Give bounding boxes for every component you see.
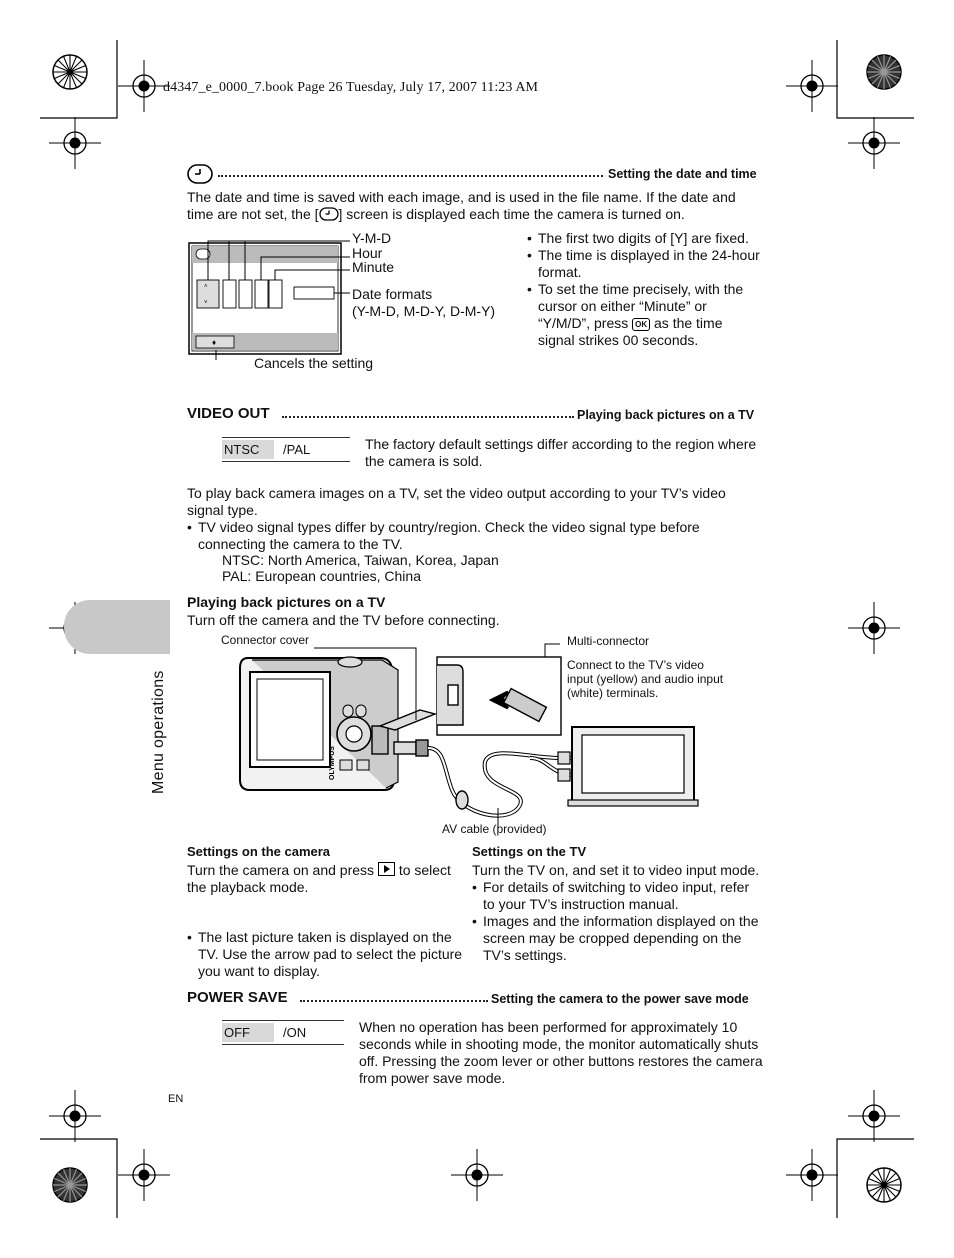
svg-text:˄: ˄ (204, 284, 208, 290)
playback-button-icon (378, 862, 395, 876)
list-item: • Images and the information displayed on the screen may be cropped depending on the TV’s settings. (472, 913, 764, 964)
video-note: The factory default settings differ according to the region where the camera is sold. (365, 436, 757, 469)
note-text: as the time signal strikes 00 seconds. (538, 315, 723, 348)
callout-ymd: Y-M-D (352, 230, 392, 246)
power-save-title: POWER SAVE (187, 989, 288, 1006)
tv-settings-heading: Settings on the TV (472, 844, 587, 859)
power-leader-dots (300, 1000, 488, 1002)
camera-settings-bullet: • The last picture taken is displayed on the TV. Use the arrow pad to select the picture you want to display. (187, 929, 468, 980)
camera-settings-heading: Settings on the camera (187, 844, 331, 859)
ok-button-icon: OK (632, 318, 650, 331)
list-item: • The first two digits of [Y] are fixed. (527, 230, 762, 247)
power-option-top-rule (222, 1020, 344, 1021)
power-save-subtitle: Setting the camera to the power save mode (491, 992, 749, 1006)
date-intro-post: ] screen is displayed each time the camera is turned on. (338, 206, 685, 222)
callout-formats-list: (Y-M-D, M-D-Y, D-M-Y) (352, 303, 496, 319)
tv-playback-heading: Playing back pictures on a TV (187, 594, 386, 610)
power-option-on: /ON (283, 1025, 307, 1040)
date-setting-screen (186, 240, 356, 360)
label-connect-note (567, 658, 723, 700)
svg-text:♦: ♦ (212, 338, 217, 347)
power-save-note: When no operation has been performed for approximately 10 seconds while in shooting mode, the monitor automatically shuts off. Pressing the zoom lever or other buttons restores the camera from power save mode. (359, 1019, 763, 1086)
label-multi-connector: Multi-connector (567, 634, 650, 648)
date-leader-dots (218, 175, 603, 177)
video-option-pal: /PAL (283, 442, 311, 457)
camera-illustration (240, 657, 435, 790)
note-line: (white) terminals. (567, 686, 659, 700)
video-bullet: • TV video signal types differ by country/region. Check the video signal type before connecting the camera to the TV. (187, 519, 738, 553)
note-text: To set the time precisely, with the cursor on either “Minute” or “Y/M/D”, press (538, 281, 744, 331)
brand-logo: OLYMPUS (329, 746, 336, 780)
connector-closeup (437, 657, 561, 735)
list-item: • For details of switching to video input, refer to your TV’s instruction manual. (472, 879, 764, 913)
tv-illustration (568, 727, 698, 806)
tv-settings-bullets (472, 879, 764, 964)
note-line: input (yellow) and audio input (567, 672, 724, 686)
date-intro-line1: The date and time is saved with each image, and is used in the file name. If the date and (187, 189, 736, 205)
side-tab-label: Menu operations (150, 670, 167, 794)
note-line: Connect to the TV’s video (567, 658, 704, 672)
date-intro-line2 (187, 206, 685, 223)
video-out-title: VIDEO OUT (187, 405, 270, 422)
list-item: • The time is displayed in the 24-hour format. (527, 247, 762, 281)
callout-hour: Hour (352, 245, 383, 261)
power-option-bottom-rule (222, 1044, 344, 1045)
video-paragraph: To play back camera images on a TV, set the video output according to your TV’s video signal type. (187, 485, 726, 518)
tv-playback-text: Turn off the camera and the TV before connecting. (187, 612, 500, 628)
video-option-ntsc: NTSC (224, 442, 260, 457)
callout-formats: Date formats (352, 286, 433, 302)
list-item (527, 281, 762, 349)
language-code: EN (168, 1093, 184, 1105)
camera-settings-text (187, 862, 462, 896)
callout-cancel: Cancels the setting (254, 355, 374, 371)
tv-settings-text: Turn the TV on, and set it to video input mode. (472, 862, 760, 878)
video-option-bottom-rule (222, 461, 350, 462)
video-out-subtitle: Playing back pictures on a TV (577, 408, 755, 422)
clock-icon (319, 207, 339, 221)
svg-text:˅: ˅ (204, 300, 208, 306)
label-connector-cover: Connector cover (221, 633, 310, 647)
video-leader-dots (282, 416, 574, 418)
pal-regions: PAL: European countries, China (222, 568, 421, 584)
label-av-cable: AV cable (provided) (442, 822, 547, 836)
power-option-off: OFF (224, 1025, 250, 1040)
book-header: d4347_e_0000_7.book Page 26 Tuesday, July 17, 2007 11:23 AM (163, 80, 539, 95)
callout-minute: Minute (352, 259, 395, 275)
camera-text-post: to select the playback mode. (187, 862, 451, 895)
date-intro-pre: time are not set, the [ (187, 206, 319, 222)
date-notes (527, 230, 762, 349)
ntsc-regions: NTSC: North America, Taiwan, Korea, Japan (222, 552, 499, 568)
clock-icon (187, 164, 213, 184)
video-option-top-rule (222, 437, 350, 438)
camera-text-pre: Turn the camera on and press (187, 862, 375, 878)
date-section-title: Setting the date and time (608, 167, 757, 181)
